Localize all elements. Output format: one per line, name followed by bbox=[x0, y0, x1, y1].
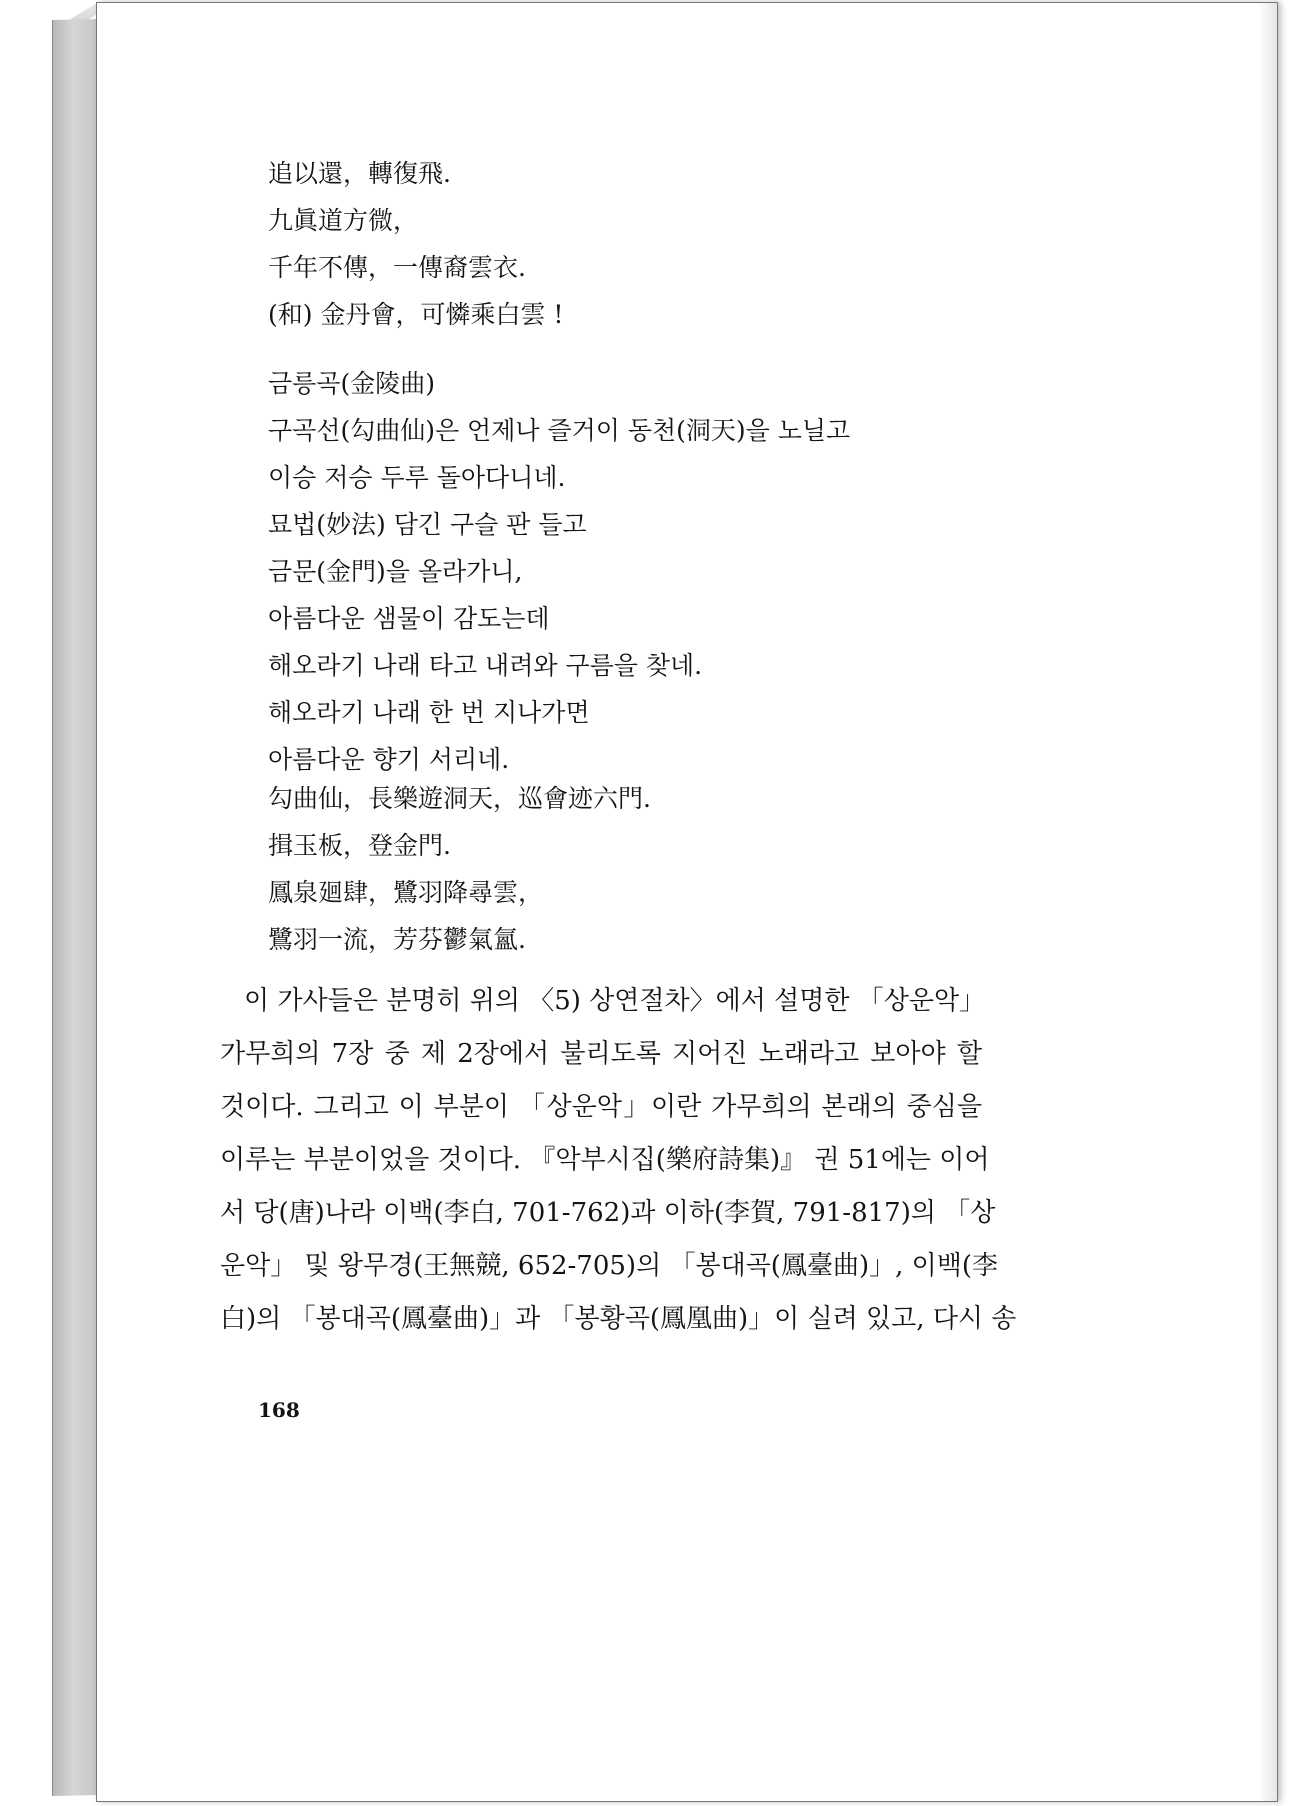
paragraph-line: 가무희의 7장 중 제 2장에서 불리도록 지어진 노래라고 보아야 할 bbox=[220, 1039, 982, 1069]
paragraph-line: 것이다. 그리고 이 부분이 「상운악」이란 가무희의 본래의 중심을 bbox=[220, 1092, 982, 1122]
verse-line: 아름다운 향기 서리네. bbox=[268, 745, 510, 774]
verse-line: 九眞道方微， bbox=[268, 206, 419, 235]
chinese-verse-2 bbox=[268, 775, 651, 963]
verse-line: 금문(金門)을 올라가니, bbox=[268, 557, 523, 586]
verse-line: 鳳泉廻肆，鷺羽降尋雲， bbox=[268, 878, 544, 907]
verse-line: 묘법(妙法) 담긴 구슬 판 들고 bbox=[268, 510, 587, 539]
verse-line: 鷺羽一流，芳芬鬱氣氳. bbox=[268, 925, 526, 954]
verse-line: 揖玉板，登金門. bbox=[268, 831, 451, 860]
paragraph-line: 이 가사들은 분명히 위의 〈5) 상연절차〉에서 설명한 「상운악」 bbox=[244, 986, 986, 1016]
verse-line: 追以還，轉復飛. bbox=[268, 159, 451, 188]
verse-line: 아름다운 샘물이 감도는데 bbox=[268, 604, 550, 633]
paragraph-line: 서 당(唐)나라 이백(李白, 701-762)과 이하(李賀, 791-817)의 「상 bbox=[220, 1198, 996, 1228]
book bbox=[52, 2, 1286, 1800]
korean-translation bbox=[268, 360, 850, 783]
verse-line: 해오라기 나래 타고 내려와 구름을 찾네. bbox=[268, 651, 703, 680]
paragraph-line: 白)의 「봉대곡(鳳臺曲)」과 「봉황곡(鳳凰曲)」이 실려 있고, 다시 송 bbox=[220, 1304, 1017, 1334]
paragraph-line: 운악」 및 왕무경(王無競, 652-705)의 「봉대곡(鳳臺曲)」, 이백(李 bbox=[220, 1251, 998, 1281]
verse-line: 勾曲仙，長樂遊洞天，巡會迹六門. bbox=[268, 784, 651, 813]
page-number: 168 bbox=[258, 1398, 300, 1422]
translation-title: 금릉곡(金陵曲) bbox=[268, 369, 435, 398]
paragraph-line: 이루는 부분이었을 것이다. 『악부시집(樂府詩集)』 권 51에는 이어 bbox=[220, 1145, 990, 1175]
body-paragraph bbox=[220, 975, 1017, 1346]
chinese-verse-1 bbox=[268, 150, 563, 338]
verse-line: (和) 金丹會，可憐乘白雲 ! bbox=[268, 300, 564, 329]
verse-line: 이승 저승 두루 돌아다니네. bbox=[268, 463, 566, 492]
verse-line: 해오라기 나래 한 번 지나가면 bbox=[268, 698, 590, 727]
book-spine bbox=[52, 19, 99, 1796]
page-edge-shadow bbox=[1259, 3, 1277, 1801]
verse-line: 千年不傳，一傳裔雲衣. bbox=[268, 253, 526, 282]
verse-line: 구곡선(勾曲仙)은 언제나 즐거이 동천(洞天)을 노닐고 bbox=[268, 416, 851, 445]
